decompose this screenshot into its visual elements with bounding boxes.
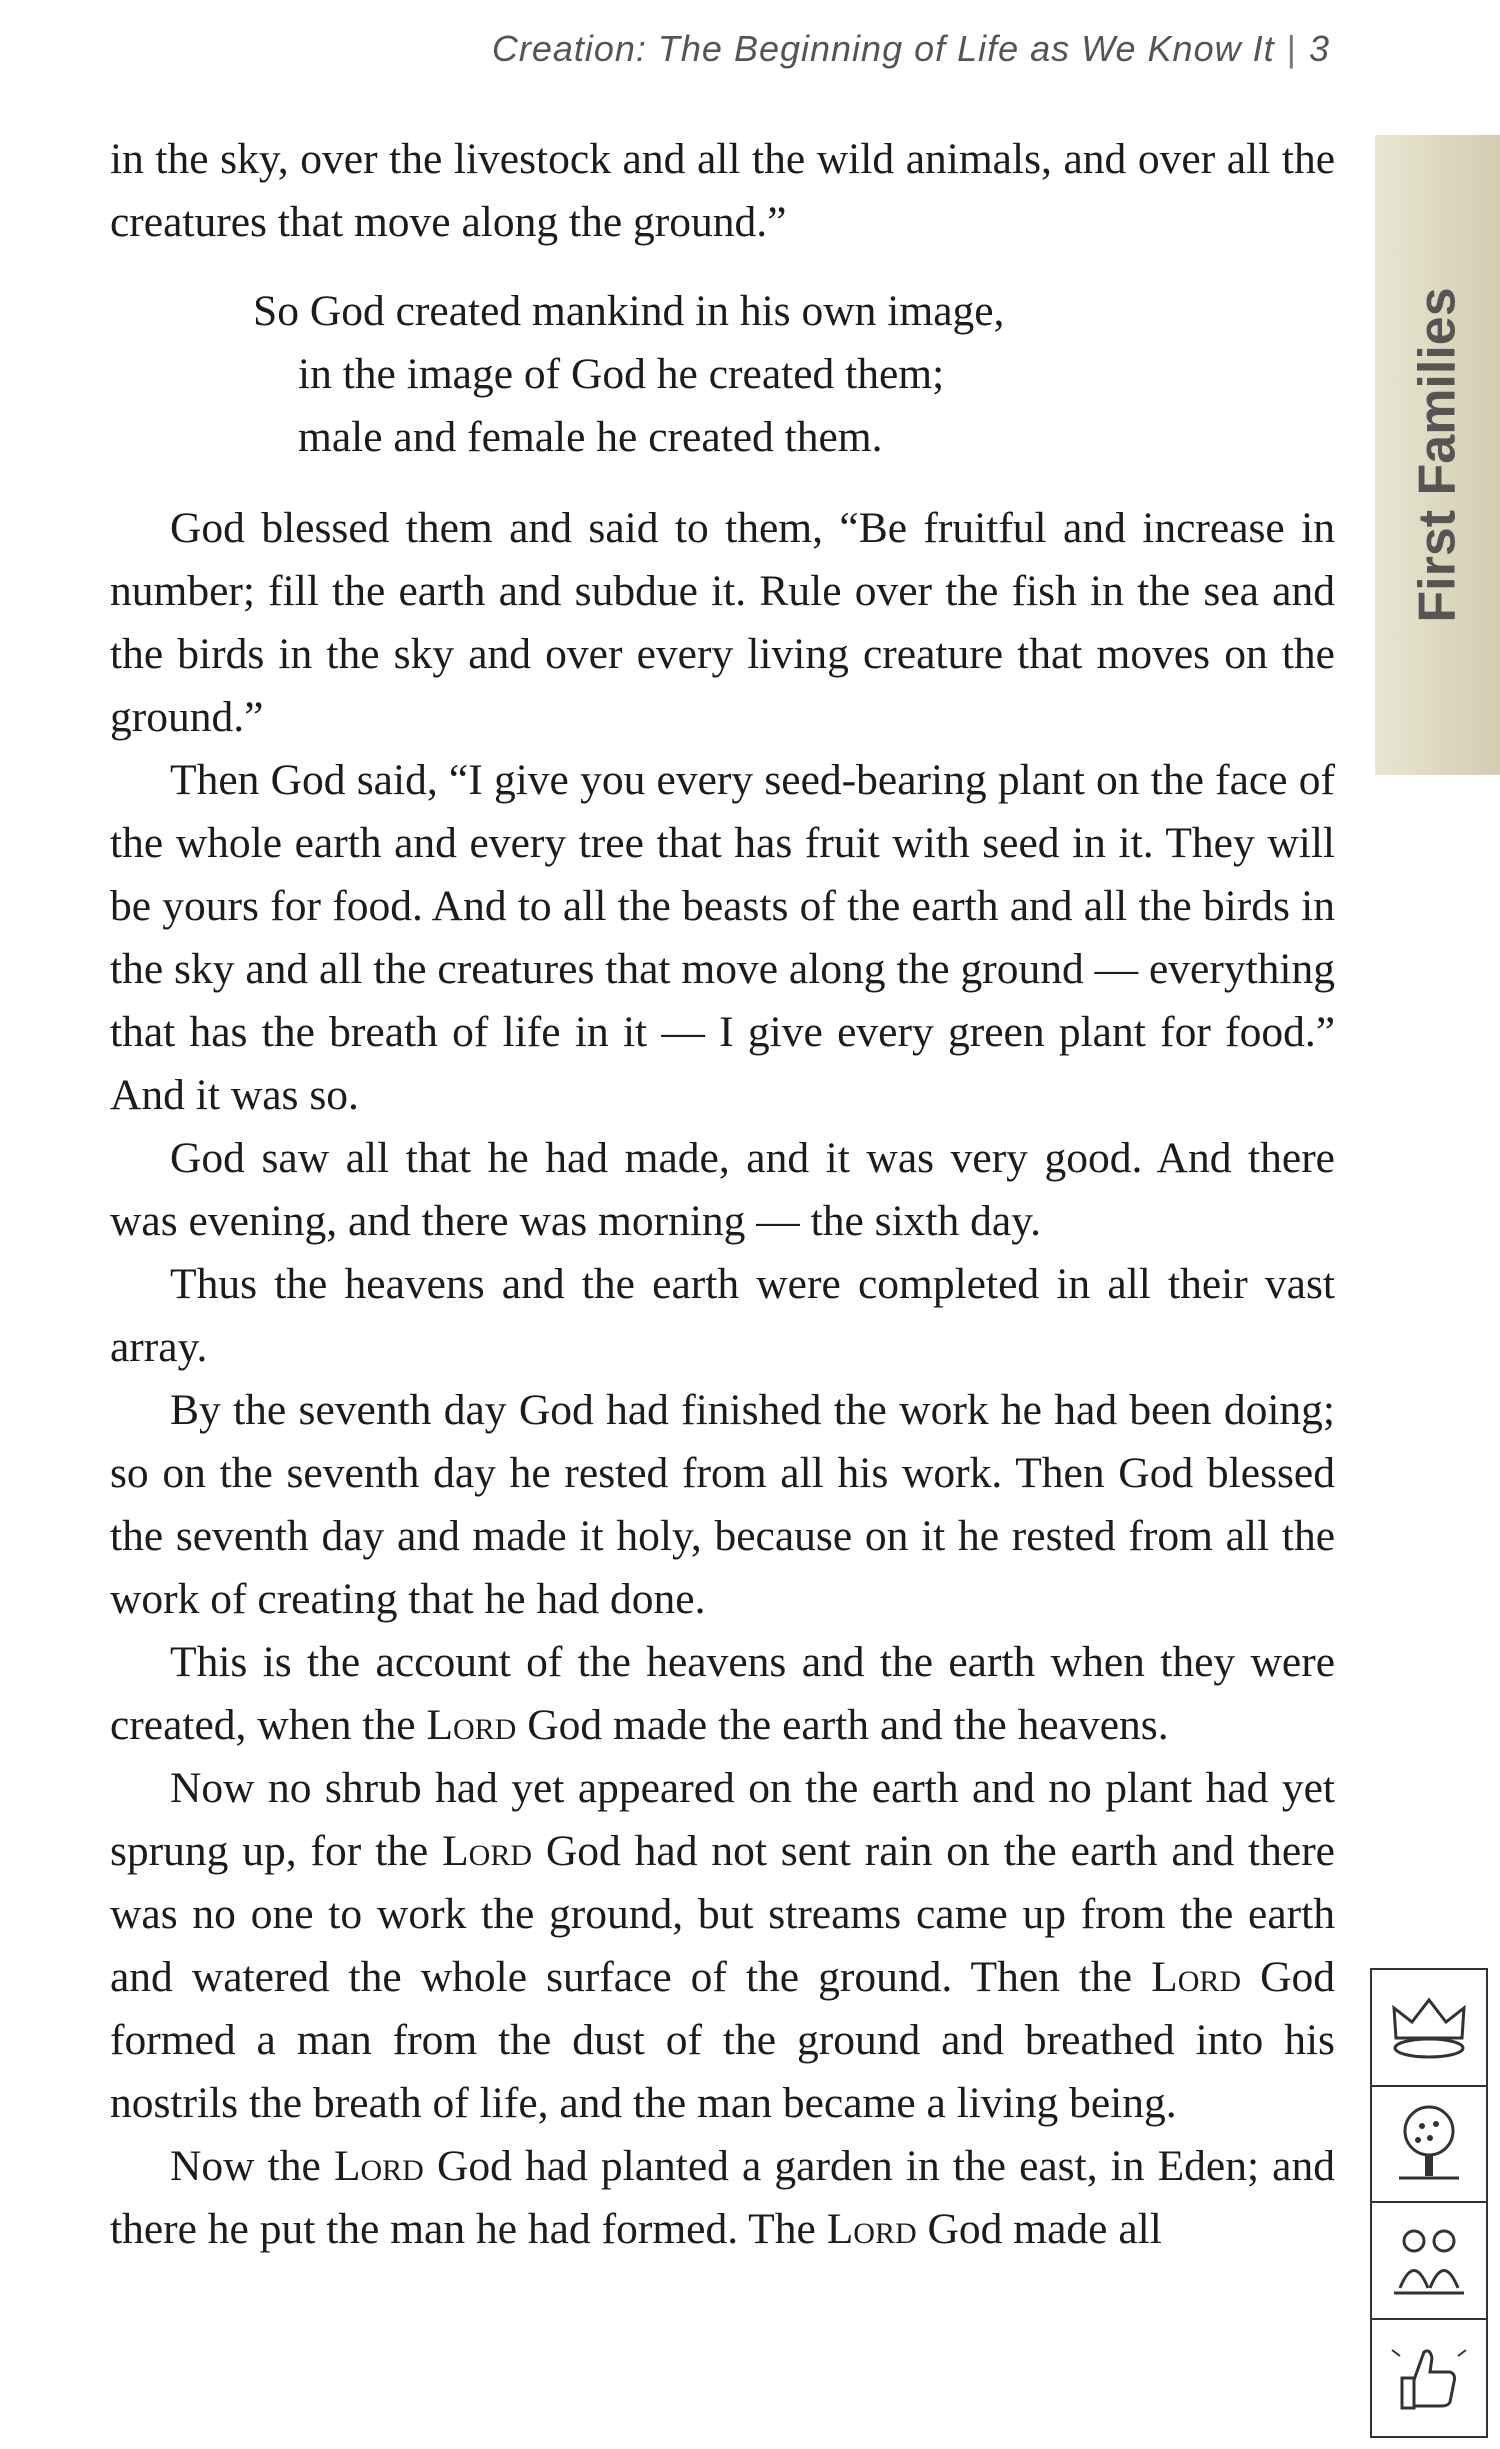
lord-smallcaps: Lord: [426, 1701, 517, 1749]
page-body: [110, 128, 1335, 2261]
crown-icon: [1384, 1980, 1474, 2075]
lord-smallcaps: Lord: [333, 2142, 424, 2190]
paragraph-9-text-b: God had planted a garden in the east, in Eden; and there he put the man he had formed. The: [110, 2142, 1335, 2253]
paragraph-5: Thus the heavens and the earth were completed in all their vast array.: [110, 1260, 1335, 1371]
paragraph-2: God blessed them and said to them, “Be fruitful and increase in number; fill the earth and subdue it. Rule over the fish in the sea and the birds in the sky and over every living creature that moves on the ground.”: [110, 504, 1335, 741]
paragraph-7: [110, 1631, 1335, 1757]
paragraph-8-text-c: God formed a man from the dust of the ground and breathed into his nostrils the breath of life, and the man became a living being.: [110, 1953, 1336, 2127]
verse-poem: [253, 280, 1335, 469]
tree-icon-cell: [1372, 2087, 1486, 2204]
tree-icon: [1384, 2096, 1474, 2191]
thumbs-up-icon-cell: [1372, 2320, 1486, 2437]
paragraph-6: By the seventh day God had finished the work he had been doing; so on the seventh day he rested from all his work. Then God blessed the seventh day and made it holy, because on it he rested from all the work of creating that he had done.: [110, 1386, 1335, 1623]
paragraph-9-text-c: God made all: [916, 2205, 1162, 2253]
people-icon-cell: [1372, 2203, 1486, 2320]
paragraph-7-text-b: God made the earth and the heavens.: [516, 1701, 1169, 1749]
page-number: 3: [1308, 28, 1330, 69]
section-tab-label: First Families: [1408, 287, 1467, 623]
people-icon: [1384, 2213, 1474, 2308]
crown-icon-cell: [1372, 1970, 1486, 2087]
paragraph-3: Then God said, “I give you every seed-bearing plant on the face of the whole earth and every tree that has fruit with seed in it. They will be yours for food. And to all the beasts of the earth and all the birds in the sky and all the creatures that move along the ground — everything that has the breath of life in it — I give every green plant for food.” And it was so.: [110, 756, 1335, 1119]
lord-smallcaps: Lord: [442, 1827, 533, 1875]
lord-smallcaps: Lord: [826, 2205, 917, 2253]
poem-line-1: So God created mankind in his own image,: [253, 287, 1005, 335]
paragraph-8: [110, 1757, 1335, 2135]
paragraph-1: in the sky, over the livestock and all the wild animals, and over all the creatures that move along the ground.”: [110, 135, 1335, 246]
paragraph-4: God saw all that he had made, and it was very good. And there was evening, and there was morning — the sixth day.: [110, 1134, 1335, 1245]
paragraph-9: [110, 2135, 1335, 2261]
section-icon-strip: [1370, 1968, 1488, 2438]
thumbs-up-icon: [1384, 2330, 1474, 2425]
paragraph-7-text-a: This is the account of the heavens and the earth when they were created, when the: [110, 1638, 1335, 1749]
poem-line-2: in the image of God he created them;: [298, 350, 945, 398]
chapter-title: Creation: The Beginning of Life as We Know It: [491, 28, 1275, 69]
paragraph-9-text-a: Now the: [170, 2142, 334, 2190]
running-header: [0, 28, 1330, 70]
header-separator: |: [1286, 28, 1297, 69]
poem-line-3: male and female he created them.: [298, 413, 883, 461]
lord-smallcaps: Lord: [1151, 1953, 1242, 2001]
paragraph-8-text-a: Now no shrub had yet appeared on the earth and no plant had yet sprung up, for the: [110, 1764, 1335, 1875]
paragraph-8-text-b: God had not sent rain on the earth and there was no one to work the ground, but streams came up from the earth and watered the whole surface of the ground. Then the: [110, 1827, 1335, 2001]
section-tab-label-wrap: [1375, 135, 1500, 775]
